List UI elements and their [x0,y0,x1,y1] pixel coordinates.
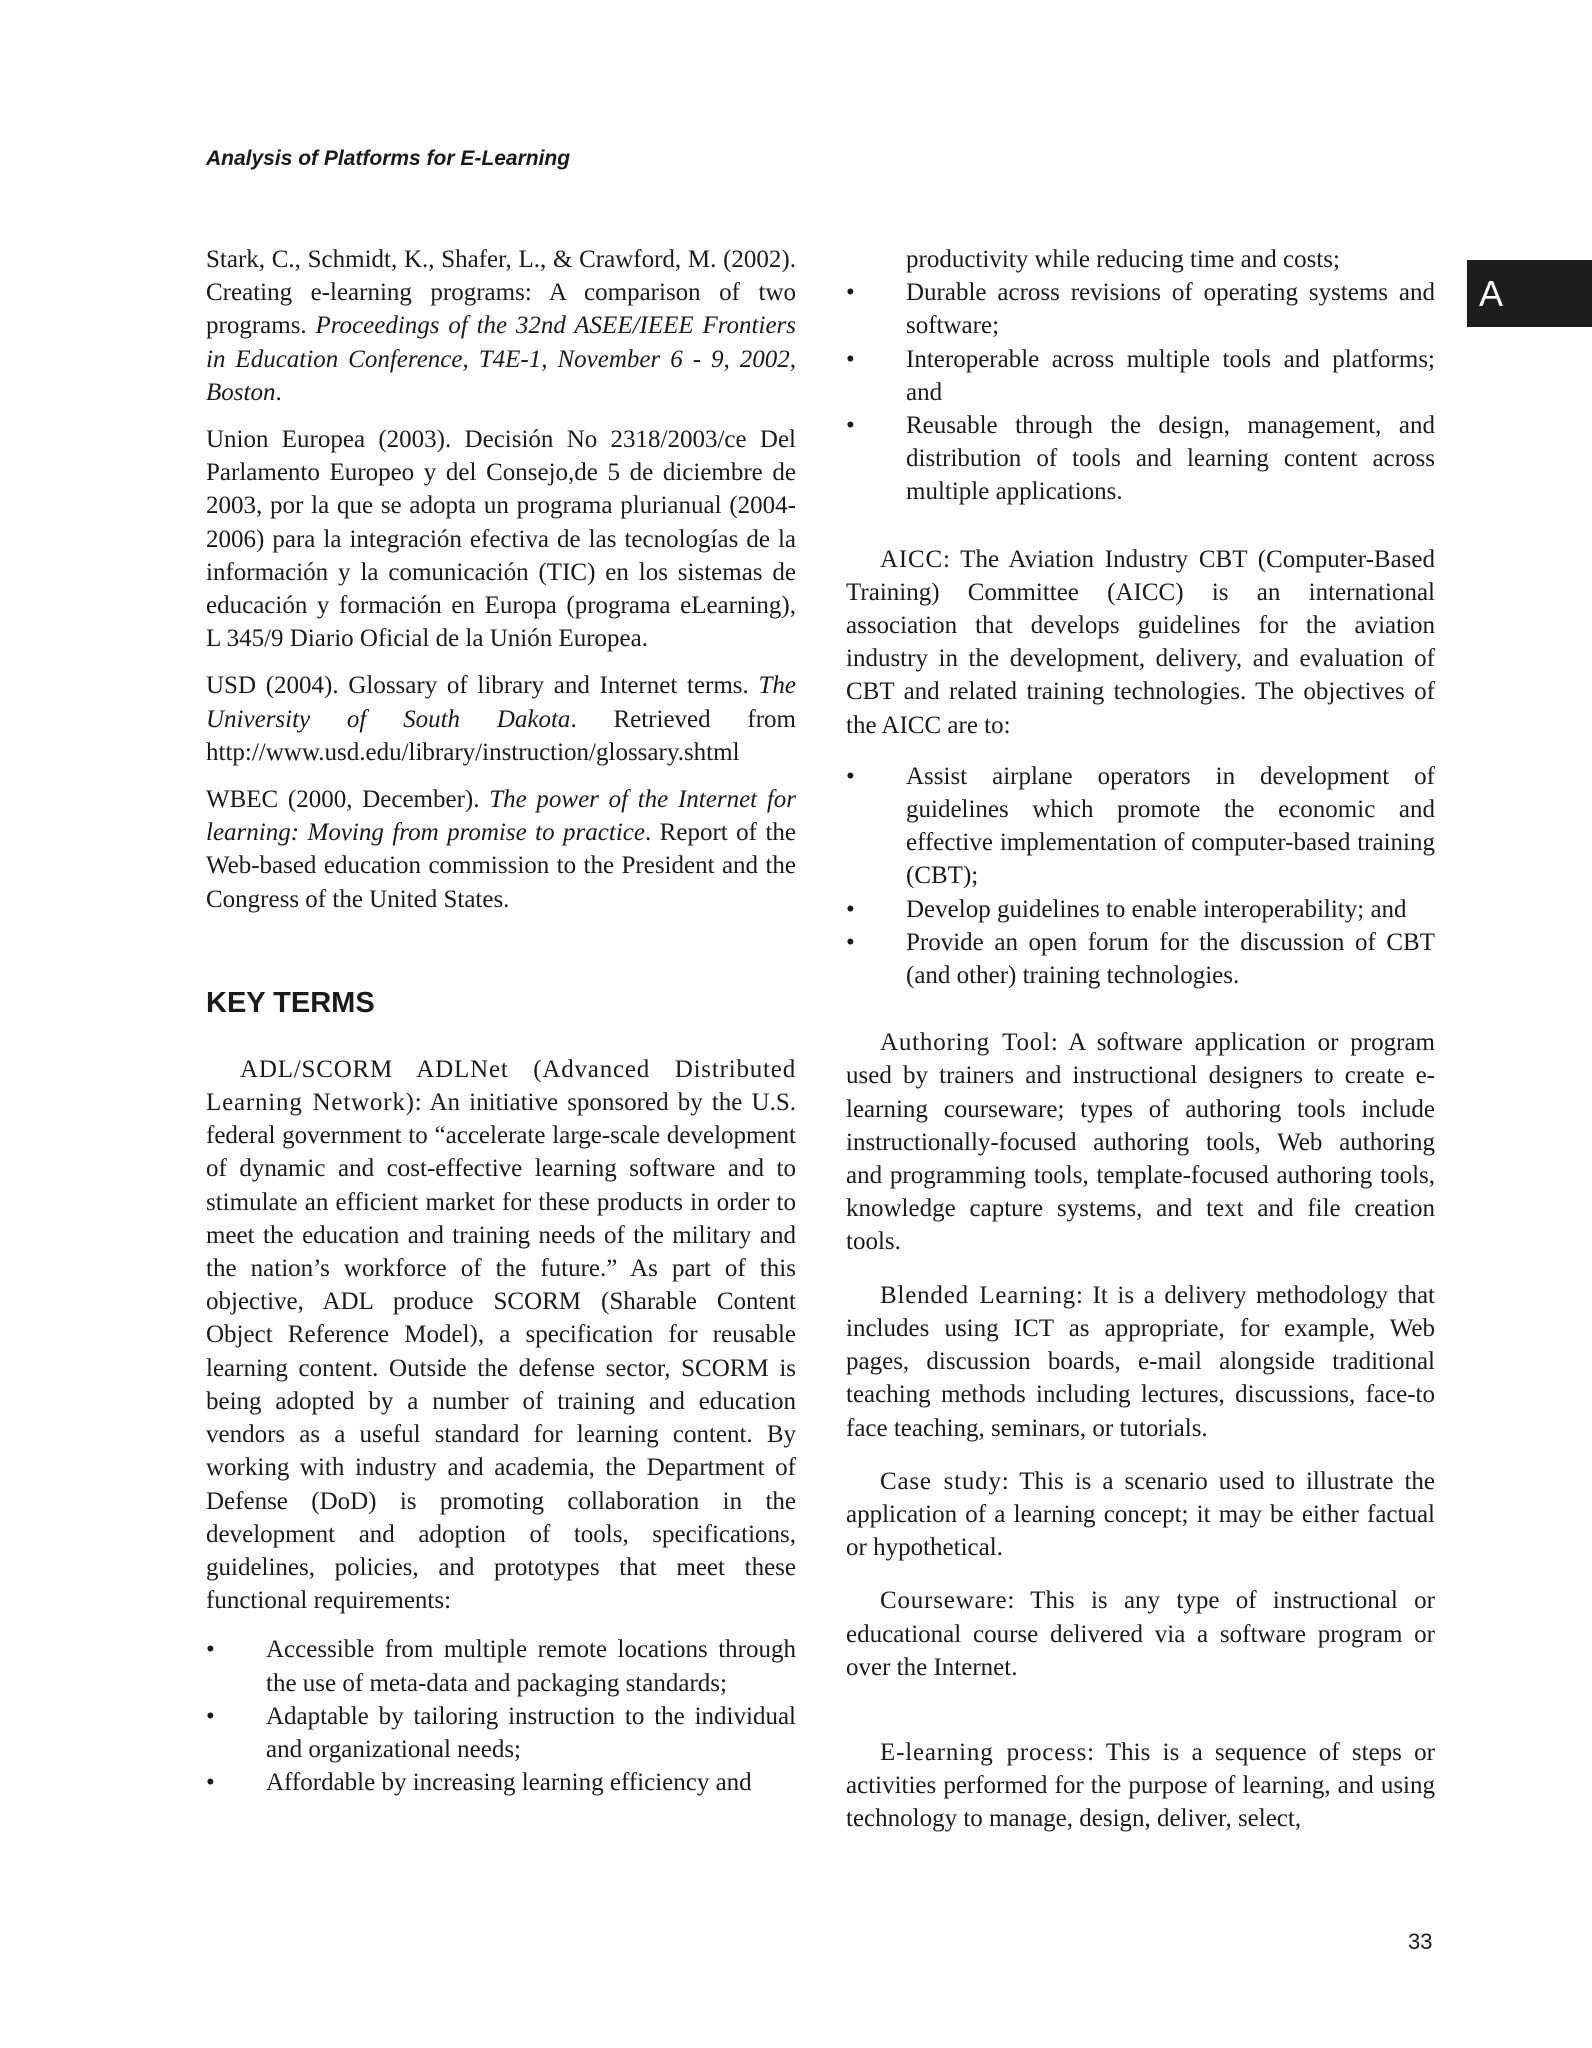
list-item: • Interoperable across multiple tools and platforms; and [846,345,1435,406]
reference-union-europea: Union Europea (2003). Decisión No 2318/2003/ce Del Parlamento Europeo y del Consejo,de 5 de diciembre de 2003, por la que se adopta un programa plurianual (2004-2006) para la integración efectiva de las tecnologías de la información y la comunicación (TIC) en los sistemas de educación y formación en Europa (programa eLearning), L 345/9 Diario Oficial de la Unión Europea. [206,426,796,653]
adl-requirements-list [206,1633,796,1799]
left-column [206,243,796,1799]
aicc-objectives-list [846,760,1435,992]
term-courseware: Courseware: This is any type of instructional or educational course delivered via a software program or over the Internet. [846,1587,1435,1681]
list-item: • Assist airplane operators in development of guidelines which promote the economic and effective implementation of computer-based training (CBT); [846,762,1435,890]
term-adl-scorm: ADL/SCORM ADLNet (Advanced Distributed Learning Network): An initiative sponsored by the U.S. federal government to “accelerate large-scale development of dynamic and cost-effective learning software and to stimulate an efficient market for these products in order to meet the education and training needs of the military and the nation’s workforce of the future.” As part of this objective, ADL produce SCORM (Sharable Content Object Reference Model), a specification for reusable learning content. Outside the defense sector, SCORM is being adopted by a number of training and education vendors as a useful standard for learning content. By working with industry and academia, the Department of Defense (DoD) is promoting collaboration in the development and adoption of tools, specifications, guidelines, policies, and prototypes that meet these functional requirements: [206,1055,796,1615]
list-item: • Accessible from multiple remote locations through the use of meta-data and packaging standards; [206,1636,796,1697]
adl-requirements-list-continued [846,243,1435,509]
term-aicc: AICC: The Aviation Industry CBT (Computer-Based Training) Committee (AICC) is an international association that develops guidelines for the aviation industry in the development, delivery, and evaluation of CBT and related training technologies. The objectives of the AICC are to: [846,545,1435,739]
list-item: • Provide an open forum for the discussion of CBT (and other) training technologies. [846,928,1435,990]
list-item: • Adaptable by tailoring instruction to the individual and organizational needs; [206,1702,796,1763]
term-elearning-process: E-learning process: This is a sequence of steps or activities performed for the purpose of learning, and using technology to manage, design, deliver, select, [846,1738,1435,1833]
term-blended-learning: Blended Learning: It is a delivery methodology that includes using ICT as appropriate, for example, Web pages, discussion boards, e-mail alongside traditional teaching methods including lectures, discussions, face-to face teaching, seminars, or tutorials. [846,1281,1435,1442]
list-item: • Reusable through the design, management, and distribution of tools and learning content across multiple applications. [846,412,1435,506]
key-terms-heading: KEY TERMS [206,986,375,1019]
term-case-study: Case study: This is a scenario used to illustrate the application of a learning concept; it may be either factual or hypothetical. [846,1467,1435,1562]
list-item: • Durable across revisions of operating systems and software; [846,279,1435,340]
section-tab: A [1467,260,1592,327]
list-item: • Affordable by increasing learning efficiency and [206,1769,752,1797]
page-number: 33 [1408,1929,1433,1954]
list-item: productivity while reducing time and costs; [906,246,1340,273]
reference-wbec: WBEC (2000, December). The power of the Internet for learning: Moving from promise to practice. Report of the Web-based education commission to the President and the Congress of the United States. [206,786,796,913]
list-item: • Develop guidelines to enable interoperability; and [846,895,1407,923]
right-column [846,243,1435,1836]
running-head: Analysis of Platforms for E-Learning [206,147,571,170]
reference-usd: USD (2004). Glossary of library and Internet terms. The University of South Dakota. Retrieved from http://www.usd.edu/library/instruction/glossary.shtml [206,672,796,766]
term-authoring-tool: Authoring Tool: A software application or program used by trainers and instructional designers to create e-learning courseware; types of authoring tools include instructionally-focused authoring tools, Web authoring and programming tools, template-focused authoring tools, knowledge capture systems, and text and file creation tools. [846,1029,1435,1256]
reference-stark: Stark, C., Schmidt, K., Shafer, L., & Crawford, M. (2002). Creating e-learning programs: A comparison of two programs. Proceedings of the 32nd ASEE/IEEE Frontiers in Education Conference, T4E-1, November 6 - 9, 2002, Boston. [206,246,796,406]
